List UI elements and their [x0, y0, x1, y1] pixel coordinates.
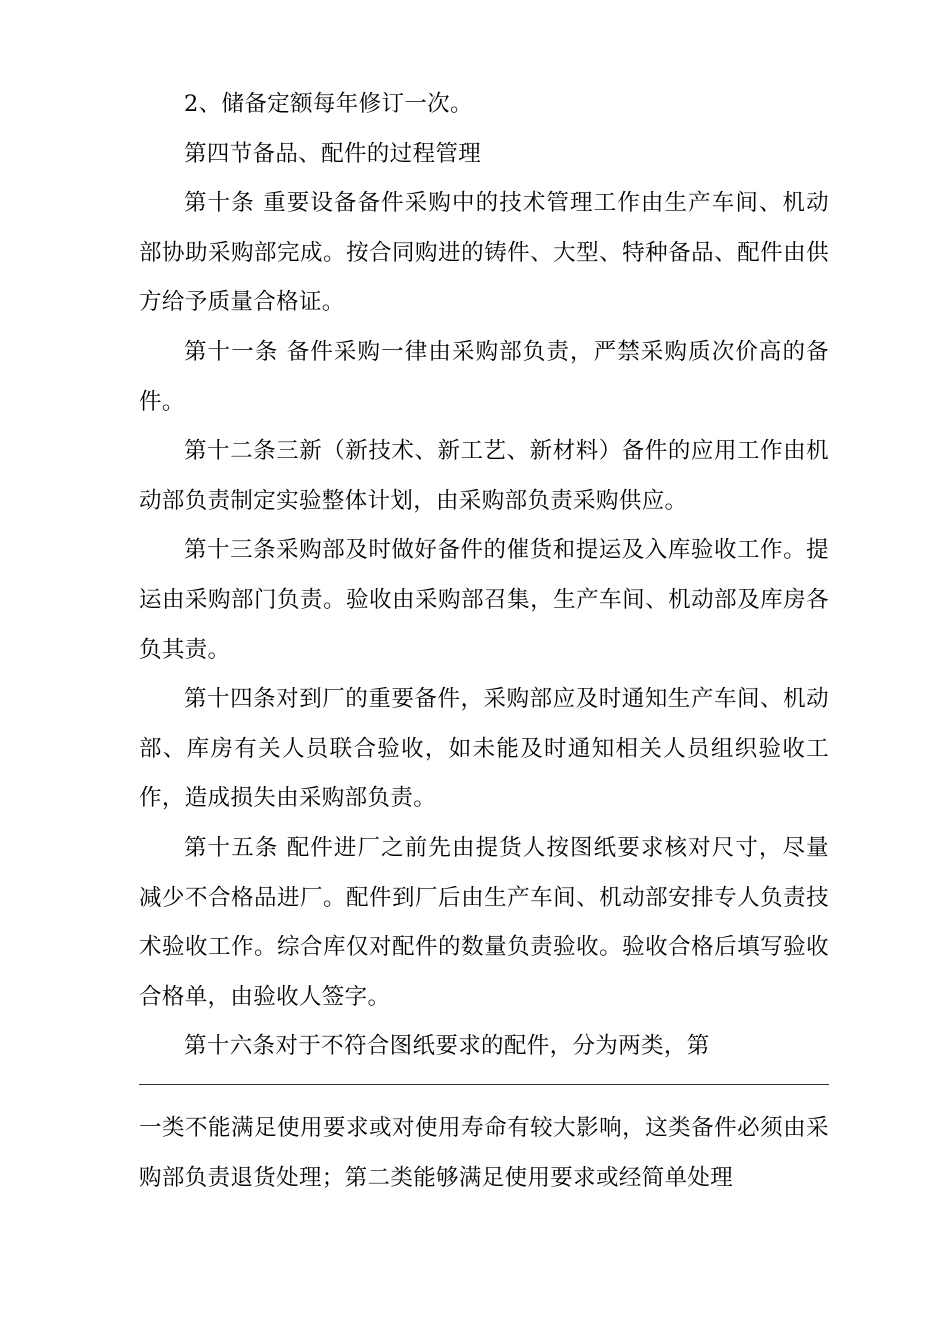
article-15: 第十五条 配件进厂之前先由提货人按图纸要求核对尺寸，尽量减少不合格品进厂。配件到厂后由生产车间、机动部安排专人负责技术验收工作。综合库仅对配件的数量负责验收。验收合格后填写验收合格单，由验收人签字。 [139, 834, 829, 1010]
continuation-text [139, 1104, 829, 1203]
article-16-continuation: 一类不能满足使用要求或对使用寿命有较大影响，这类备件必须由采购部负责退货处理；第二类能够满足使用要求或经简单处理 [139, 1115, 829, 1191]
main-text [139, 80, 829, 1072]
section-heading: 第四节备品、配件的过程管理 [184, 140, 482, 167]
article-11: 第十一条 备件采购一律由采购部负责，严禁采购质次价高的备件。 [139, 338, 829, 415]
article-10: 第十条 重要设备备件采购中的技术管理工作由生产车间、机动部协助采购部完成。按合同购进的铸件、大型、特种备品、配件由供方给予质量合格证。 [139, 190, 829, 316]
article-14: 第十四条对到厂的重要备件，采购部应及时通知生产车间、机动部、库房有关人员联合验收，如未能及时通知相关人员组织验收工作，造成损失由采购部负责。 [139, 686, 829, 812]
paragraph-reserve-quota: 2、储备定额每年修订一次。 [184, 91, 473, 117]
article-12: 第十二条三新（新技术、新工艺、新材料）备件的应用工作由机动部负责制定实验整体计划，由采购部负责采购供应。 [139, 438, 829, 514]
article-13: 第十三条采购部及时做好备件的催货和提运及入库验收工作。提运由采购部门负责。验收由采购部召集，生产车间、机动部及库房各负其责。 [139, 537, 829, 663]
footnote-divider [139, 1084, 829, 1085]
article-16: 第十六条对于不符合图纸要求的配件，分为两类，第 [184, 1033, 710, 1060]
